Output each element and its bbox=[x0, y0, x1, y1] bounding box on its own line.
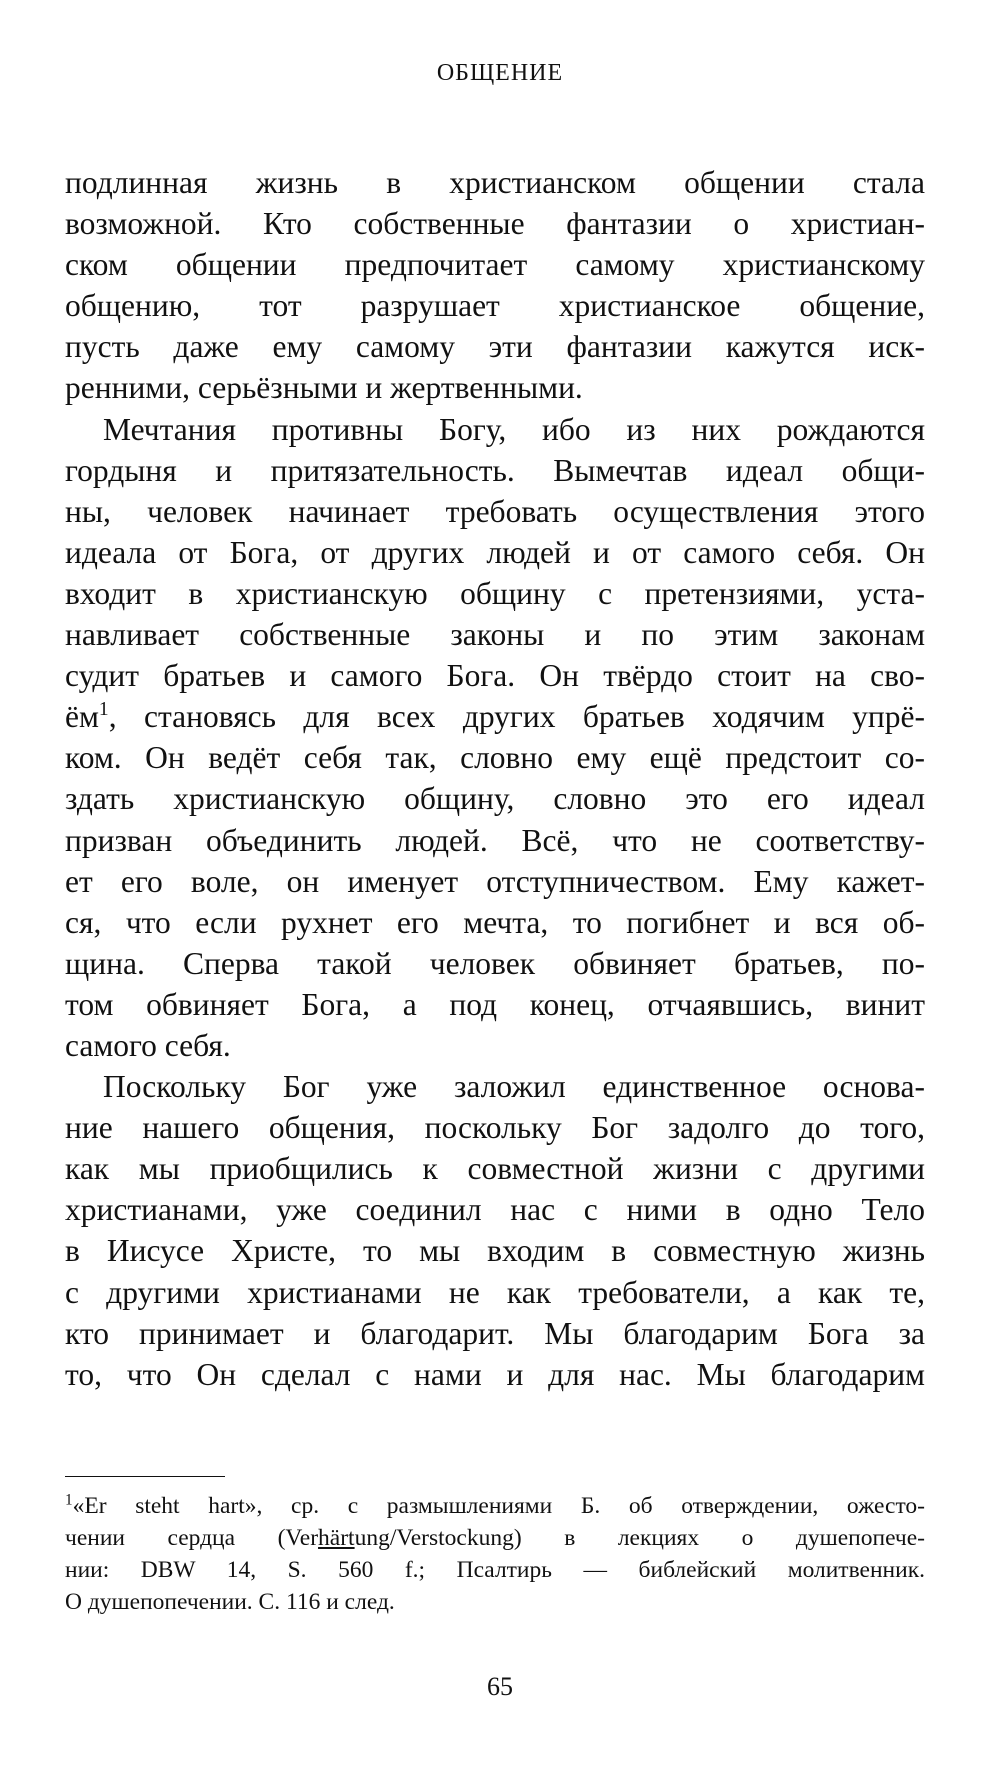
text-line: с другими христианами не как требователи, а как те, bbox=[65, 1274, 925, 1310]
running-head: ОБЩЕНИЕ bbox=[436, 60, 564, 86]
body-text bbox=[65, 162, 925, 1395]
text-line: пусть даже ему самому эти фантазии кажутся иск- bbox=[65, 329, 925, 365]
text-fragment: чении сердца (Ver bbox=[65, 1525, 319, 1551]
footnote-line bbox=[65, 1490, 925, 1522]
text-line: призван объединить людей. Всё, что не соответству- bbox=[65, 822, 925, 858]
text-line: самого себя. bbox=[65, 1027, 231, 1063]
text-line: идеала от Бога, от других людей и от самого себя. Он bbox=[65, 534, 925, 570]
text-line: ся, что если рухнет его мечта, то погибнет и вся об- bbox=[65, 904, 925, 940]
text-line: судит братьев и самого Бога. Он твёрдо стоит на сво- bbox=[65, 658, 925, 694]
text-line: навливает собственные законы и по этим законам bbox=[65, 617, 925, 653]
text-line: христианами, уже соединил нас с ними в одно Тело bbox=[65, 1192, 925, 1228]
footnote-line: нии: DBW 14, S. 560 f.; Псалтирь — библейский молитвенник. bbox=[65, 1557, 925, 1583]
text-line: Мечтания противны Богу, ибо из них рождаются bbox=[103, 411, 925, 447]
text-line: ны, человек начинает требовать осуществления этого bbox=[65, 493, 925, 529]
text-fragment: , становясь для всех других братьев ходячим упрё- bbox=[108, 699, 925, 735]
underlined-fragment: härt bbox=[318, 1525, 355, 1551]
text-line: ние нашего общения, поскольку Бог задолго до того, bbox=[65, 1110, 925, 1146]
footnote-line bbox=[65, 1522, 925, 1554]
footnote-divider bbox=[65, 1476, 225, 1477]
text-fragment: ём bbox=[65, 699, 99, 735]
footnote-line: О душепопечении. С. 116 и след. bbox=[65, 1589, 395, 1615]
page-number: 65 bbox=[487, 1672, 513, 1701]
paragraph bbox=[65, 1066, 925, 1395]
text-line: как мы приобщились к совместной жизни с другими bbox=[65, 1151, 925, 1187]
paragraph bbox=[65, 162, 925, 409]
text-line: в Иисусе Христе, то мы входим в совместную жизнь bbox=[65, 1233, 925, 1269]
text-line: возможной. Кто собственные фантазии о христиан- bbox=[65, 206, 925, 242]
text-fragment: ung/Verstockung) в лекциях о душепопече- bbox=[354, 1525, 925, 1551]
text-line: подлинная жизнь в христианском общении стала bbox=[65, 165, 925, 200]
paragraph bbox=[65, 409, 925, 1067]
text-line: ренними, серьёзными и жертвенными. bbox=[65, 370, 583, 406]
text-line: гордыня и притязательность. Вымечтав идеал общи- bbox=[65, 452, 925, 488]
text-line: ком. Он ведёт себя так, словно ему ещё предстоит со- bbox=[65, 740, 925, 776]
footnote bbox=[65, 1490, 925, 1618]
text-line: Поскольку Бог уже заложил единственное основа- bbox=[103, 1069, 925, 1105]
text-line: общению, тот разрушает христианское общение, bbox=[65, 288, 925, 324]
text-line-with-footnote bbox=[65, 696, 925, 737]
text-line: входит в христианскую общину с претензиями, уста- bbox=[65, 575, 925, 611]
text-line: кто принимает и благодарит. Мы благодарим Бога за bbox=[65, 1315, 925, 1351]
footnote-ref[interactable]: 1 bbox=[98, 699, 109, 721]
text-line: ском общении предпочитает самому христианскому bbox=[65, 247, 925, 283]
text-line: том обвиняет Бога, а под конец, отчаявшись, винит bbox=[65, 986, 925, 1022]
text-line: здать христианскую общину, словно это его идеал bbox=[65, 781, 925, 817]
text-line: щина. Сперва такой человек обвиняет братьев, по- bbox=[65, 945, 925, 981]
footnote-mark: 1 bbox=[65, 1491, 73, 1509]
text-fragment: «Er steht hart», ср. с размышлениями Б. об отверждении, ожесто- bbox=[72, 1493, 925, 1519]
text-line: ет его воле, он именует отступничеством. Ему кажет- bbox=[65, 863, 925, 899]
text-line: то, что Он сделал с нами и для нас. Мы благодарим bbox=[65, 1356, 925, 1392]
